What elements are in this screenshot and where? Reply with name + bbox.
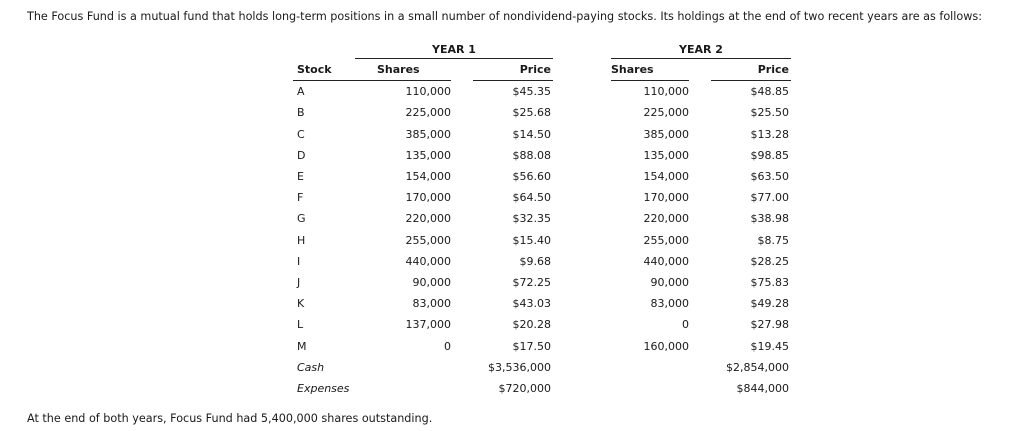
spacer xyxy=(689,314,711,335)
spacer xyxy=(451,251,473,272)
year1-shares: 154,000 xyxy=(405,170,451,184)
stock-name: J xyxy=(297,275,301,289)
year1-shares: 440,000 xyxy=(405,254,451,268)
stock-name: I xyxy=(297,254,301,268)
spacer xyxy=(451,81,473,103)
stock-name: E xyxy=(297,170,304,184)
spacer xyxy=(451,230,473,251)
cash-year2: $2,854,000 xyxy=(726,360,789,374)
table-row xyxy=(293,102,791,123)
spacer xyxy=(689,272,711,293)
year1-shares: 170,000 xyxy=(405,191,451,205)
year1-price: $45.35 xyxy=(512,85,551,99)
year2-shares: 255,000 xyxy=(643,233,689,247)
spacer xyxy=(689,102,711,123)
stock-name: L xyxy=(297,318,304,332)
spacer xyxy=(689,335,711,356)
spacer xyxy=(451,272,473,293)
stock-name: F xyxy=(297,191,304,205)
spacer xyxy=(451,314,473,335)
spacer xyxy=(553,230,611,251)
stock-name: D xyxy=(297,148,306,162)
table-row xyxy=(293,166,791,187)
year1-price: $56.60 xyxy=(512,170,551,184)
table-row xyxy=(293,314,791,335)
spacer xyxy=(451,378,473,399)
spacer xyxy=(451,187,473,208)
year2-shares-header: Shares xyxy=(611,59,689,81)
spacer xyxy=(553,357,611,378)
table-row xyxy=(293,251,791,272)
year1-shares: 0 xyxy=(444,339,451,353)
year2-price: $48.85 xyxy=(750,85,789,99)
spacer xyxy=(451,357,473,378)
spacer xyxy=(689,378,711,399)
year2-shares: 160,000 xyxy=(643,339,689,353)
spacer xyxy=(553,314,611,335)
year1-shares: 137,000 xyxy=(405,318,451,332)
spacer xyxy=(451,124,473,145)
expenses-row xyxy=(293,378,791,399)
year2-shares: 154,000 xyxy=(643,170,689,184)
year2-shares: 220,000 xyxy=(643,212,689,226)
spacer xyxy=(451,208,473,229)
stock-name: A xyxy=(297,85,305,99)
stock-name: C xyxy=(297,127,305,141)
year2-shares: 135,000 xyxy=(643,148,689,162)
stock-name: B xyxy=(297,106,305,120)
year2-shares: 440,000 xyxy=(643,254,689,268)
spacer xyxy=(553,124,611,145)
spacer xyxy=(689,124,711,145)
spacer xyxy=(611,378,689,399)
table-row xyxy=(293,230,791,251)
table-row xyxy=(293,272,791,293)
cash-year1: $3,536,000 xyxy=(488,360,551,374)
year2-price: $49.28 xyxy=(750,297,789,311)
table-row xyxy=(293,208,791,229)
stock-name: K xyxy=(297,297,305,311)
spacer xyxy=(553,102,611,123)
year1-label: YEAR 1 xyxy=(355,36,553,59)
spacer xyxy=(689,145,711,166)
expenses-label: Expenses xyxy=(297,381,350,395)
spacer xyxy=(451,145,473,166)
year2-price: $38.98 xyxy=(750,212,789,226)
spacer xyxy=(689,251,711,272)
cash-label: Cash xyxy=(297,360,325,374)
year2-price: $28.25 xyxy=(750,254,789,268)
year2-shares: 225,000 xyxy=(643,106,689,120)
year1-price: $20.28 xyxy=(512,318,551,332)
spacer xyxy=(553,81,611,103)
year1-shares: 385,000 xyxy=(405,127,451,141)
table-row xyxy=(293,335,791,356)
year1-shares: 255,000 xyxy=(405,233,451,247)
year2-shares: 0 xyxy=(682,318,689,332)
outro-paragraph: At the end of both years, Focus Fund had 5,400,000 shares outstanding. xyxy=(27,412,433,425)
year1-shares: 110,000 xyxy=(405,85,451,99)
spacer xyxy=(553,293,611,314)
year1-price: $17.50 xyxy=(512,339,551,353)
year2-price: $8.75 xyxy=(757,233,789,247)
stock-name: M xyxy=(297,339,307,353)
spacer xyxy=(451,293,473,314)
year1-shares: 83,000 xyxy=(412,297,451,311)
spacer xyxy=(611,357,689,378)
spacer xyxy=(689,208,711,229)
cash-row xyxy=(293,357,791,378)
year1-price: $64.50 xyxy=(512,191,551,205)
year1-price: $43.03 xyxy=(512,297,551,311)
spacer xyxy=(553,272,611,293)
year2-shares: 385,000 xyxy=(643,127,689,141)
spacer xyxy=(689,293,711,314)
year2-price: $98.85 xyxy=(750,148,789,162)
year2-price: $19.45 xyxy=(750,339,789,353)
spacer xyxy=(553,145,611,166)
spacer xyxy=(689,230,711,251)
table-row xyxy=(293,187,791,208)
year1-price: $9.68 xyxy=(519,254,551,268)
spacer xyxy=(689,187,711,208)
year1-price: $25.68 xyxy=(512,106,551,120)
year2-price: $13.28 xyxy=(750,127,789,141)
year1-shares: 225,000 xyxy=(405,106,451,120)
year2-shares: 83,000 xyxy=(650,297,689,311)
year1-price: $32.35 xyxy=(512,212,551,226)
holdings-table xyxy=(293,36,791,399)
spacer xyxy=(553,208,611,229)
spacer xyxy=(553,378,611,399)
spacer xyxy=(553,166,611,187)
spacer xyxy=(451,335,473,356)
table-row xyxy=(293,293,791,314)
spacer xyxy=(553,251,611,272)
year1-price: $72.25 xyxy=(512,275,551,289)
year1-price: $15.40 xyxy=(512,233,551,247)
year2-price: $25.50 xyxy=(750,106,789,120)
year1-shares-header: Shares xyxy=(355,59,451,81)
spacer xyxy=(355,357,451,378)
year1-shares: 135,000 xyxy=(405,148,451,162)
spacer xyxy=(553,335,611,356)
spacer xyxy=(451,102,473,123)
year2-shares: 90,000 xyxy=(650,275,689,289)
table-row xyxy=(293,145,791,166)
table-row xyxy=(293,124,791,145)
stock-header: Stock xyxy=(293,59,355,81)
spacer xyxy=(553,187,611,208)
year2-price: $77.00 xyxy=(750,191,789,205)
spacer xyxy=(451,166,473,187)
stock-name: G xyxy=(297,212,306,226)
year1-price-header: Price xyxy=(473,59,553,81)
year2-price-header: Price xyxy=(711,59,791,81)
stock-name: H xyxy=(297,233,306,247)
spacer xyxy=(689,81,711,103)
intro-paragraph: The Focus Fund is a mutual fund that holds long-term positions in a small number of nondividend-paying stocks. Its holdings at the end of two recent years are as follows: xyxy=(27,10,982,23)
spacer xyxy=(689,166,711,187)
year2-label: YEAR 2 xyxy=(611,36,791,59)
table-row xyxy=(293,81,791,103)
year1-price: $14.50 xyxy=(512,127,551,141)
year2-price: $63.50 xyxy=(750,170,789,184)
spacer xyxy=(689,357,711,378)
expenses-year1: $720,000 xyxy=(498,381,551,395)
year2-price: $27.98 xyxy=(750,318,789,332)
year2-shares: 170,000 xyxy=(643,191,689,205)
year-header-row xyxy=(293,36,791,59)
year2-price: $75.83 xyxy=(750,275,789,289)
year1-shares: 220,000 xyxy=(405,212,451,226)
column-header-row xyxy=(293,59,791,81)
spacer xyxy=(355,378,451,399)
expenses-year2: $844,000 xyxy=(736,381,789,395)
year2-shares: 110,000 xyxy=(643,85,689,99)
year1-shares: 90,000 xyxy=(412,275,451,289)
year1-price: $88.08 xyxy=(512,148,551,162)
